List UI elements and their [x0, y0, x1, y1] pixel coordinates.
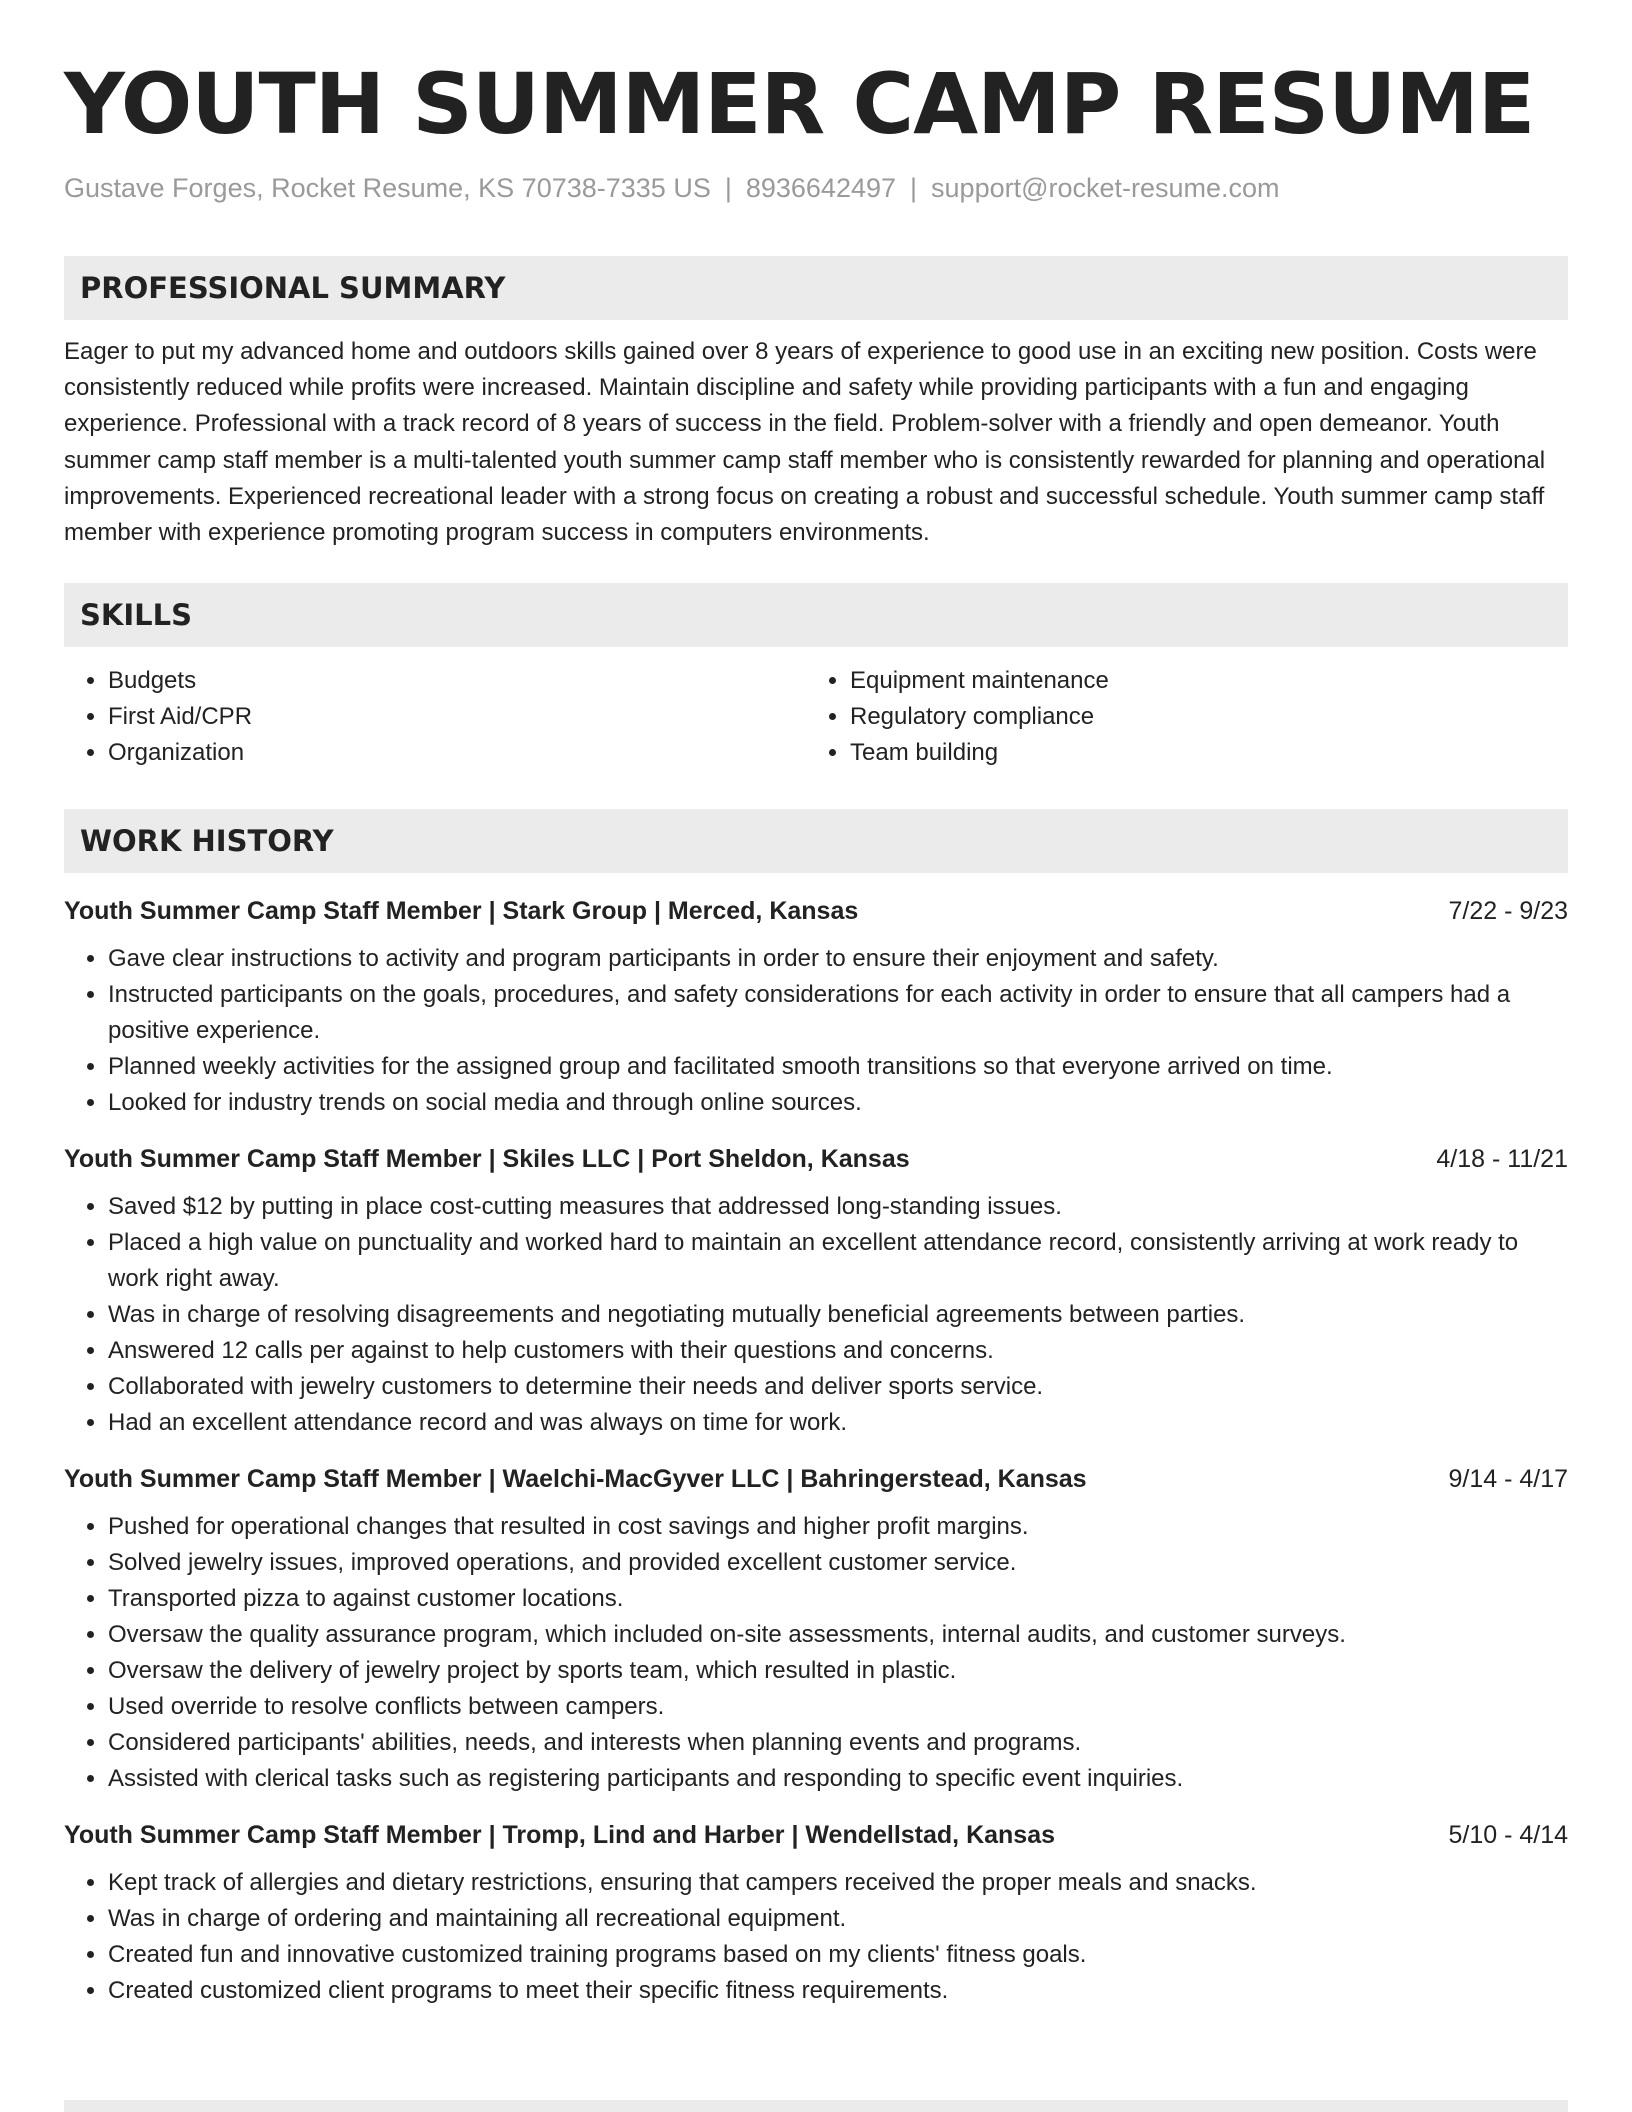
summary-paragraph: Eager to put my advanced home and outdoors skills gained over 8 years of experience to good use in an exciting new position. Costs were consistently reduced while profits were increased. Maintain discipline and safety while providing participants with a fun and engaging experience. Professional with a track record of 8 years of success in the field. Problem-solver with a friendly and open demeanor. Youth summer camp staff member is a multi-talented youth summer camp staff member who is consistently rewarded for planning and operational improvements. Experienced recreational leader with a strong focus on creating a robust and successful schedule. Youth summer camp staff member with experience promoting program success in computers environments.	[64, 338, 1546, 547]
section-heading-summary: PROFESSIONAL SUMMARY	[80, 271, 506, 305]
job-title: Youth Summer Camp Staff Member | Tromp, Lind and Harber | Wendellstad, Kansas	[64, 1821, 1056, 1850]
job-bullet: • Solved jewelry issues, improved operations, and provided excellent customer service.	[108, 1545, 1568, 1581]
skills-section	[64, 583, 1568, 771]
job-header	[64, 893, 1568, 929]
section-header-bar	[64, 256, 1568, 320]
job-bullet: • Planned weekly activities for the assigned group and facilitated smooth transitions so that everyone arrived on time.	[108, 1049, 1568, 1085]
work-history-section	[64, 809, 1568, 2009]
resume-page	[64, 0, 1568, 2009]
contact-email: support@rocket-resume.com	[931, 173, 1280, 203]
skill-item: • Organization	[108, 735, 806, 771]
job-bullet: • Assisted with clerical tasks such as registering participants and responding to specific event inquiries.	[108, 1761, 1568, 1797]
section-heading-work: WORK HISTORY	[80, 824, 334, 859]
job-bullet: • Used override to resolve conflicts between campers.	[108, 1689, 1568, 1725]
job-header	[64, 1461, 1568, 1497]
skill-item: • Regulatory compliance	[850, 699, 1548, 735]
section-header-bar	[64, 809, 1568, 873]
job-bullet: • Was in charge of ordering and maintaining all recreational equipment.	[108, 1901, 1568, 1937]
job-entry	[64, 1141, 1568, 1441]
job-bullet: • Saved $12 by putting in place cost-cutting measures that addressed long-standing issues.	[108, 1189, 1568, 1225]
skills-list-left	[64, 663, 806, 771]
skill-item: • Team building	[850, 735, 1548, 771]
job-entry	[64, 1817, 1568, 2009]
job-bullet: • Was in charge of resolving disagreements and negotiating mutually beneficial agreements between parties.	[108, 1297, 1568, 1333]
job-bullet: • Collaborated with jewelry customers to determine their needs and deliver sports service.	[108, 1369, 1568, 1405]
professional-summary-section	[64, 256, 1568, 551]
contact-line	[64, 170, 1568, 206]
contact-address: Gustave Forges, Rocket Resume, KS 70738-7335 US	[64, 173, 711, 203]
skills-columns	[64, 663, 1568, 771]
job-title: Youth Summer Camp Staff Member | Waelchi-MacGyver LLC | Bahringerstead, Kansas	[64, 1465, 1087, 1494]
job-bullet: • Had an excellent attendance record and was always on time for work.	[108, 1405, 1568, 1441]
job-bullet: • Looked for industry trends on social media and through online sources.	[108, 1085, 1568, 1121]
skill-item: • First Aid/CPR	[108, 699, 806, 735]
job-entry	[64, 893, 1568, 1121]
job-bullet: • Transported pizza to against customer locations.	[108, 1581, 1568, 1617]
resume-title: YOUTH SUMMER CAMP RESUME	[64, 55, 1535, 153]
skill-item: • Equipment maintenance	[850, 663, 1548, 699]
job-dates: 5/10 - 4/14	[1448, 1821, 1568, 1850]
job-bullet: • Gave clear instructions to activity and program participants in order to ensure their enjoyment and safety.	[108, 941, 1568, 977]
job-title: Youth Summer Camp Staff Member | Skiles LLC | Port Sheldon, Kansas	[64, 1145, 910, 1174]
job-bullets	[64, 1509, 1568, 1797]
job-dates: 4/18 - 11/21	[1436, 1145, 1568, 1174]
skill-item: • Budgets	[108, 663, 806, 699]
contact-phone: 8936642497	[745, 173, 897, 203]
job-bullet: • Pushed for operational changes that resulted in cost savings and higher profit margins.	[108, 1509, 1568, 1545]
section-header-bar	[64, 583, 1568, 647]
job-dates: 7/22 - 9/23	[1448, 897, 1568, 926]
job-bullet: • Answered 12 calls per against to help customers with their questions and concerns.	[108, 1333, 1568, 1369]
job-bullet: • Considered participants' abilities, needs, and interests when planning events and programs.	[108, 1725, 1568, 1761]
job-bullets	[64, 941, 1568, 1121]
job-bullet: • Oversaw the delivery of jewelry project by sports team, which resulted in plastic.	[108, 1653, 1568, 1689]
skills-list-right	[806, 663, 1548, 771]
job-bullet: • Kept track of allergies and dietary restrictions, ensuring that campers received the proper meals and snacks.	[108, 1865, 1568, 1901]
job-bullet: • Created customized client programs to meet their specific fitness requirements.	[108, 1973, 1568, 2009]
job-bullet: • Placed a high value on punctuality and worked hard to maintain an excellent attendance record, consistently arriving at work ready to work right away.	[108, 1225, 1568, 1297]
job-dates: 9/14 - 4/17	[1448, 1465, 1568, 1494]
job-bullets	[64, 1865, 1568, 2009]
contact-separator: |	[910, 173, 918, 203]
contact-separator: |	[724, 173, 732, 203]
job-header	[64, 1817, 1568, 1853]
job-entry	[64, 1461, 1568, 1797]
job-header	[64, 1141, 1568, 1177]
job-title: Youth Summer Camp Staff Member | Stark Group | Merced, Kansas	[64, 897, 859, 926]
job-bullet: • Instructed participants on the goals, procedures, and safety considerations for each activity in order to ensure that all campers had a positive experience.	[108, 977, 1568, 1049]
next-section-header-bar	[64, 2100, 1568, 2112]
job-bullet: • Oversaw the quality assurance program, which included on-site assessments, internal audits, and customer surveys.	[108, 1617, 1568, 1653]
job-bullet: • Created fun and innovative customized training programs based on my clients' fitness goals.	[108, 1937, 1568, 1973]
job-bullets	[64, 1189, 1568, 1441]
section-heading-skills: SKILLS	[80, 598, 192, 633]
